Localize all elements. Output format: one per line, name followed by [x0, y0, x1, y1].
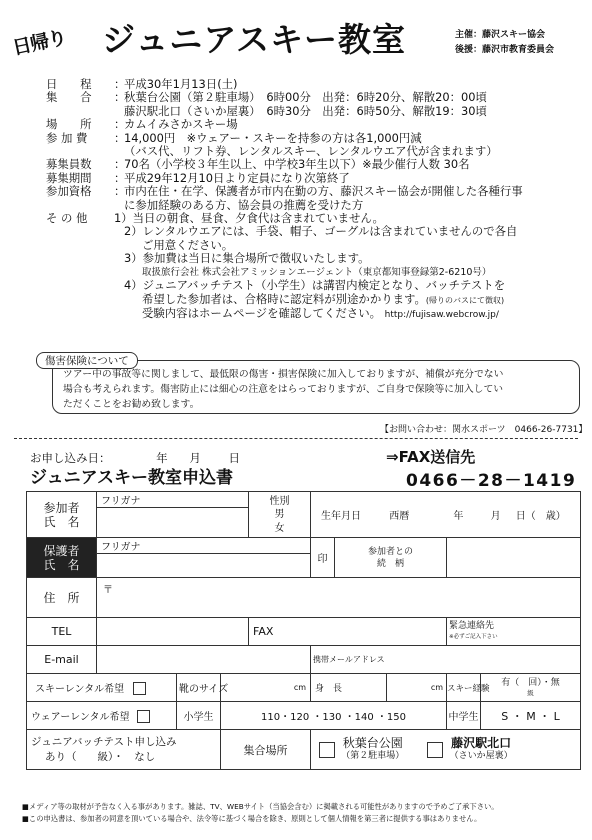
- other-label: そ の 他: [46, 211, 88, 226]
- period-row: 募集期間 ： 平成29年12月10日より定員になり次第終了: [46, 172, 586, 185]
- meeting-option-2-text: [450, 737, 513, 763]
- fax-number: 0466－28－1419: [406, 471, 577, 491]
- ski-experience-level: 級: [527, 688, 534, 697]
- place-label: 場 所: [46, 117, 92, 132]
- application-title: ジュニアスキー教室申込書: [30, 468, 233, 488]
- relation-label-1: 参加者との: [368, 546, 414, 557]
- emergency-label-cell: [447, 618, 529, 646]
- application-year: 年: [156, 451, 168, 465]
- insurance-line2: 場合も考えられます。傷害防止には細心の注意をはらっておりますが、ご自身で保険等に加入してい: [63, 384, 504, 395]
- height-input[interactable]: [387, 674, 447, 702]
- organizer: 主催：藤沢スキー協会: [455, 30, 546, 40]
- badge-test-label: ジュニアバッチテスト申し込み: [31, 735, 177, 748]
- junior-high-label: 中学生: [447, 702, 481, 730]
- guardian-label: 保護者: [43, 543, 80, 558]
- emergency-note: ※必ずご記入下さい: [449, 634, 498, 640]
- qual-row: 参加資格 ： 市内在住・在学、保護者が市内在勤の方、藤沢スキー協会が開催した各種行事: [46, 185, 586, 198]
- footer-notes: [22, 801, 582, 824]
- birth-day-age-label: 日（ 歳）: [515, 511, 566, 522]
- elementary-sizes[interactable]: 110・120 ・130 ・140 ・150: [221, 702, 447, 730]
- other-item-3: 3）参加費は当日に集合場所で徴収いたします。: [124, 251, 370, 266]
- date-value: 平成30年1月13日(土): [124, 77, 238, 91]
- birth-year-label: 年: [453, 511, 464, 522]
- badge-test-choice[interactable]: あり（ 級）・ なし: [45, 750, 156, 763]
- meeting-option-1-checkbox[interactable]: [319, 742, 335, 758]
- gender-choice[interactable]: [249, 508, 311, 538]
- cut-line: [14, 438, 578, 439]
- gender-female[interactable]: 女: [274, 523, 285, 535]
- insurance-line3: ただくことをお勧め致します。: [63, 399, 200, 410]
- mobile-email-input[interactable]: [387, 646, 581, 674]
- fee-label: 参 加 費: [46, 130, 88, 145]
- note-privacy: ■この申込書は、参加者の同意を頂いている場合や、法令等に基づく場合を除き、原則として個人情報を第三者に提供する事はありません。: [22, 813, 482, 823]
- qual-line1: 市内在住・在学、保護者が市内在勤の方、藤沢スキー協会が開催した各種行事: [124, 184, 523, 199]
- relation-label-2: 続 柄: [377, 558, 405, 569]
- birthdate-cell[interactable]: [311, 492, 581, 538]
- period-label: 募集期間: [46, 170, 92, 185]
- meeting-option-1[interactable]: [319, 737, 404, 763]
- note-media: ■メディア等の取材が予告なく入る事があります。雑誌、TV、WEBサイト（当協会含む）に掲載される可能性がありますので予めご了承下さい。: [22, 802, 499, 811]
- website-link[interactable]: http://fujisaw.webcrow.jp/: [384, 309, 499, 320]
- info-section: [46, 78, 586, 322]
- height-cell[interactable]: [311, 674, 387, 702]
- date-row: 日 程 ： 平成30年1月13日(土): [46, 78, 586, 91]
- tel-label: TEL: [27, 618, 97, 646]
- email-input[interactable]: [97, 646, 311, 674]
- other-item-2b: ご用意ください。: [142, 237, 234, 252]
- meet-line2: 藤沢駅北口（さいか屋裏） 6時30分 出発：6時50分、解散19：30頃: [124, 103, 487, 118]
- meeting-place-label: 集合場所: [221, 730, 311, 770]
- meeting-option-2-checkbox[interactable]: [427, 742, 443, 758]
- participant-name-label: 氏 名: [43, 514, 80, 529]
- other-item-4a: 4）ジュニアバッチテスト（小学生）は講習内検定となり、バッチテストを: [124, 278, 506, 293]
- other-row: [46, 212, 586, 225]
- emergency-label: 緊急連絡先: [449, 621, 495, 631]
- junior-high-sizes[interactable]: S ・ M ・ L: [481, 702, 581, 730]
- fee-note: （バス代、リフト券、レンタルスキー、レンタルウエア代が含まれます）: [124, 144, 498, 159]
- wear-rental-cell[interactable]: [27, 702, 177, 730]
- date-label: 日 程: [46, 77, 92, 91]
- participant-name-input[interactable]: [97, 508, 249, 538]
- birth-month-label: 月: [490, 511, 501, 522]
- shoe-size-input[interactable]: [221, 674, 311, 702]
- application-form: [26, 491, 581, 770]
- insurance-line1: ツアー中の事故等に関しまして、最低限の傷害・損害保険に加入しておりますが、補償が充分でない: [63, 369, 504, 380]
- wear-rental-checkbox[interactable]: [137, 710, 150, 723]
- shoe-size-label: 靴のサイズ: [177, 674, 221, 702]
- place-value: カムイみさかスキー場: [124, 117, 238, 132]
- other-item-2a: 2）レンタルウエアには、手袋、帽子、ゴーグルは含まれていませんので各自: [124, 224, 518, 239]
- postal-mark: 〒: [103, 585, 113, 596]
- other-item-4b-text: 希望した参加者は、合格時に認定料が別途かかります。: [142, 291, 426, 306]
- guardian-label-cell: [27, 538, 97, 578]
- meet-line1: 秋葉台公園（第２駐車場） 6時00分 出発：6時20分、解散20：00頃: [124, 90, 487, 105]
- participant-label: 参加者: [43, 500, 80, 515]
- fax-input[interactable]: [311, 618, 447, 646]
- emergency-input[interactable]: [529, 618, 581, 646]
- address-input[interactable]: [97, 578, 581, 618]
- wear-rental-label: ウェアーレンタル希望: [31, 711, 130, 723]
- meeting-option-2-sub: （さいか屋裏）: [449, 750, 513, 761]
- elementary-label: 小学生: [177, 702, 221, 730]
- period-value: 平成29年12月10日より定員になり次第終了: [124, 170, 350, 185]
- ski-rental-cell[interactable]: [27, 674, 177, 702]
- email-label: E-mail: [27, 646, 97, 674]
- fax-field-label: FAX: [249, 618, 311, 646]
- meet-row: 集 合 ： 秋葉台公園（第２駐車場） 6時00分 出発：6時20分、解散20：00頃: [46, 91, 586, 104]
- shoe-size-unit: cm: [293, 683, 307, 692]
- sponsor-block: [455, 28, 554, 58]
- supporter: 後援：藤沢市教育委員会: [455, 45, 555, 55]
- tel-input[interactable]: [97, 618, 249, 646]
- qual-label: 参加資格: [46, 184, 92, 199]
- application-day: 日: [228, 451, 240, 465]
- guardian-name-input[interactable]: [97, 554, 311, 578]
- meeting-option-2-label: 藤沢駅北口: [451, 735, 512, 750]
- meeting-place-choices[interactable]: [311, 730, 581, 770]
- mobile-email-label: 携帯メールアドレス: [311, 646, 387, 674]
- ski-experience-choice[interactable]: [481, 674, 581, 702]
- relation-input[interactable]: [447, 538, 581, 578]
- meeting-option-1-text: [341, 737, 404, 763]
- capacity-row: 募集員数 ： 70名（小学校３年生以上、中学校3年生以下）※最少催行人数 30名: [46, 158, 586, 171]
- insurance-tag: 傷害保険について: [36, 352, 138, 369]
- relation-label-cell: [335, 538, 447, 578]
- other-item-1: 1）当日の朝食、昼食、夕食代は含まれていません。: [114, 211, 384, 226]
- gender-male[interactable]: 男: [274, 509, 285, 521]
- other-item-4b: [46, 293, 586, 307]
- badge-test-cell[interactable]: [27, 730, 221, 770]
- meeting-option-2[interactable]: [427, 737, 512, 763]
- meet-label: 集 合: [46, 90, 92, 105]
- capacity-value: 70名（小学校３年生以上、中学校3年生以下）※最少催行人数 30名: [124, 157, 470, 172]
- fee-value: 14,000円 ※ウェアー・スキーを持参の方は各1,000円減: [124, 130, 422, 145]
- fee-row: 参 加 費 ： 14,000円 ※ウェアー・スキーを持参の方は各1,000円減: [46, 132, 586, 145]
- fax-label: ⇒FAX送信先: [386, 448, 476, 466]
- other-item-4c-text: 受験内容はホームページを確認してください。: [142, 305, 381, 320]
- height-label: 身 長: [315, 684, 343, 694]
- guardian-furigana[interactable]: フリガナ: [97, 538, 311, 554]
- participant-furigana[interactable]: フリガナ: [97, 492, 249, 508]
- ski-experience-label: スキー経験: [447, 674, 481, 702]
- qual-line2: に参加経験のある方、協会員の推薦を受けた方: [124, 197, 364, 212]
- guardian-name-label: 氏 名: [43, 557, 80, 572]
- contact-info: 【お問い合わせ：関水スポーツ 0466-26-7731】: [380, 425, 588, 435]
- seal-cell[interactable]: 印: [311, 538, 335, 578]
- birthdate-label: 生年月日: [321, 511, 362, 522]
- capacity-label: 募集員数: [46, 157, 92, 172]
- address-label: 住 所: [27, 578, 97, 618]
- other-item-4c: [46, 307, 586, 322]
- day-return-label: 日帰り: [10, 26, 69, 60]
- application-date-label: お申し込み日：: [30, 451, 111, 465]
- meeting-option-1-sub: （第２駐車場）: [341, 750, 405, 761]
- place-row: 場 所 ： カムイみさかスキー場: [46, 118, 586, 131]
- application-month: 月: [189, 451, 201, 465]
- meeting-option-1-label: 秋葉台公園: [342, 735, 403, 750]
- participant-label-cell: [27, 492, 97, 538]
- era-label: 西暦: [389, 511, 410, 522]
- ski-rental-checkbox[interactable]: [133, 682, 146, 695]
- ski-experience-options[interactable]: 有（ 回）・無: [501, 677, 560, 688]
- height-unit: cm: [430, 683, 444, 692]
- other-item-3-agent: 取扱旅行会社 株式会社アミッションエージェント（東京都知事登録第2-6210号）: [142, 266, 492, 278]
- gender-label: 性別: [249, 492, 311, 508]
- other-item-4b-note: (帰りのバスにて徴収): [425, 295, 505, 305]
- ski-rental-label: スキーレンタル希望: [35, 683, 125, 695]
- page-title: ジュニアスキー教室: [102, 20, 407, 59]
